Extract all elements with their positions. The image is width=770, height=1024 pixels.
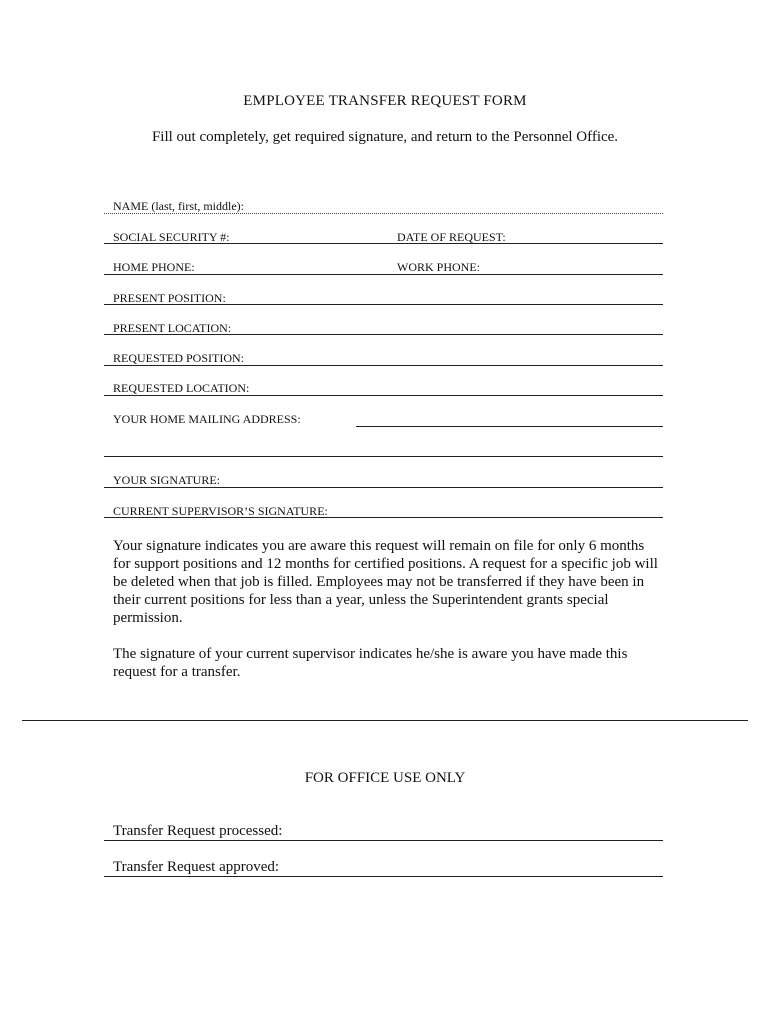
transfer-processed-field-line[interactable] (104, 840, 663, 841)
requested-position-label: REQUESTED POSITION: (113, 351, 244, 365)
transfer-approved-label: Transfer Request approved: (113, 859, 280, 875)
your-signature-label: YOUR SIGNATURE: (113, 473, 221, 487)
work-phone-label: WORK PHONE: (397, 260, 480, 274)
phone-field-line[interactable] (104, 274, 663, 275)
ssn-date-field-line[interactable] (104, 243, 663, 244)
present-position-field-line[interactable] (104, 304, 663, 305)
transfer-processed-label: Transfer Request processed: (113, 823, 283, 839)
form-title: EMPLOYEE TRANSFER REQUEST FORM (243, 93, 527, 109)
present-location-label: PRESENT LOCATION: (113, 321, 232, 335)
requested-location-field-line[interactable] (104, 395, 663, 396)
office-use-title: FOR OFFICE USE ONLY (304, 770, 466, 786)
mailing-address-line-1[interactable] (356, 426, 663, 427)
home-mailing-address-label: YOUR HOME MAILING ADDRESS: (113, 412, 301, 426)
supervisor-signature-field-line[interactable] (104, 517, 663, 518)
mailing-address-line-2[interactable] (104, 456, 663, 457)
name-field-line[interactable] (104, 213, 663, 214)
section-divider (22, 720, 748, 721)
transfer-approved-field-line[interactable] (104, 876, 663, 877)
ssn-label: SOCIAL SECURITY #: (113, 230, 230, 244)
home-phone-label: HOME PHONE: (113, 260, 195, 274)
notice-paragraph-1: Your signature indicates you are aware this request will remain on file for only 6 months for support positions and 12 months for certified positions. A request for a specific job will be deleted when that job is filled. Employees may not be transferred if they have been in their current positions for less than a year, unless the Superintendent grants special permission. (113, 538, 658, 626)
requested-position-field-line[interactable] (104, 365, 663, 366)
form-instructions: Fill out completely, get required signature, and return to the Personnel Office. (151, 129, 619, 145)
date-of-request-label: DATE OF REQUEST: (397, 230, 506, 244)
present-location-field-line[interactable] (104, 334, 663, 335)
supervisor-signature-label: CURRENT SUPERVISOR’S SIGNATURE: (113, 504, 328, 518)
requested-location-label: REQUESTED LOCATION: (113, 381, 250, 395)
your-signature-field-line[interactable] (104, 487, 663, 488)
name-label: NAME (last, first, middle): (113, 199, 244, 213)
present-position-label: PRESENT POSITION: (113, 291, 226, 305)
notice-paragraph-2: The signature of your current supervisor indicates he/she is aware you have made this request for a transfer. (113, 646, 628, 680)
